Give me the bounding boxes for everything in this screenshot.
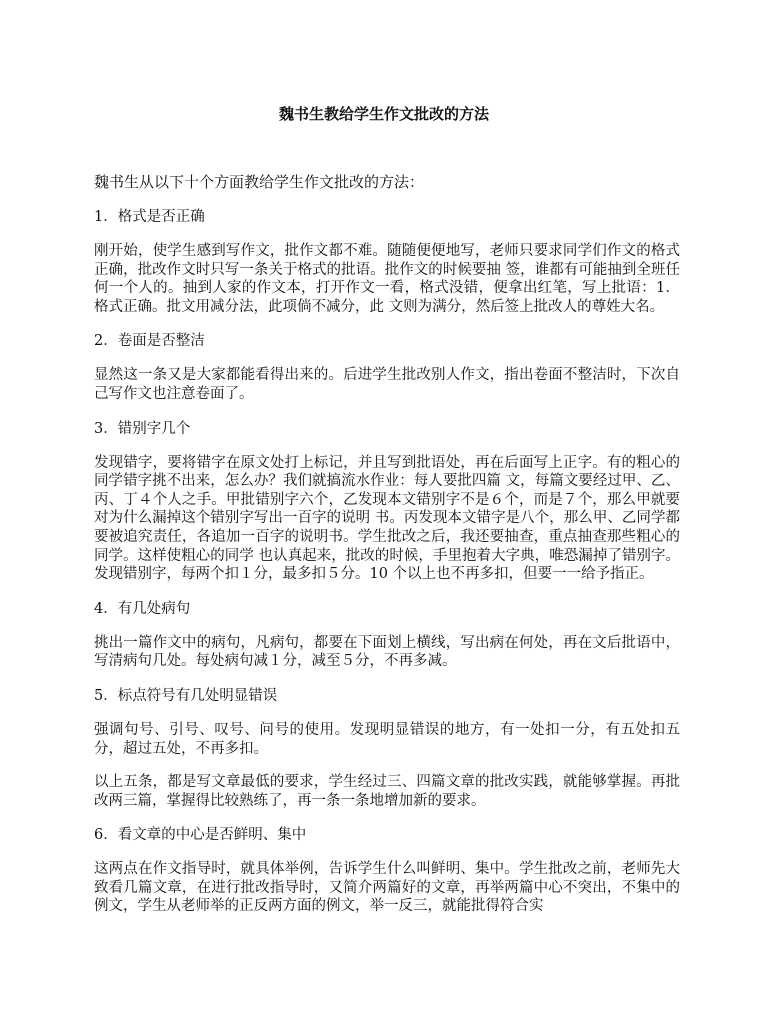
- section-paragraph: 强调句号、引号、叹号、问号的使用。发现明显错误的地方，有一处扣一分，有五处扣五分，超过五处，不再多扣。: [94, 721, 680, 757]
- section-heading: 5．标点符号有几处明显错误: [94, 687, 278, 704]
- section-paragraph: 刚开始，使学生感到写作文，批作文都不难。随随便便地写，老师只要求同学们作文的格式正确，批改作文时只写一条关于格式的批语。批作文的时候要抽 签，谁都有可能抽到全班任何一个人的。抽到人家的作文本，打开作文一看，格式没错，便拿出红笔，写上批语：1．格式正确。批文用减分法，此项倘不减分，此 文则为满分，然后签上批改人的尊姓大名。: [94, 243, 680, 315]
- section-format: [94, 207, 680, 316]
- section-paragraph: 发现错字，要将错字在原文处打上标记，并且写到批语处，再在后面写上正字。有的粗心的同学错字挑不出来，怎么办？我们就搞流水作业：每人要批四篇 文，每篇文要经过甲、乙、丙、丁４个人之手。甲批错别字六个，乙发现本文错别字不是６个，而是７个，那么甲就要对为什么漏掉这个错别字写出一百字的说明 书。丙发现本文错字是八个，那么甲、乙同学都要被追究责任，各追加一百字的说明书。学生批改之后，我还要抽查，重点抽查那些粗心的同学。这样使粗心的同学 也认真起来，批改的时候，手里抱着大字典，唯恐漏掉了错别字。发现错别字，每两个扣１分，最多扣５分。10 个以上也不再多扣，但要一一给予指正。: [94, 454, 680, 583]
- document-title: 魏书生教给学生作文批改的方法: [278, 105, 489, 123]
- document-body: [94, 172, 680, 931]
- section-heading: 4．有几处病句: [94, 600, 191, 617]
- section-neatness: [94, 331, 680, 403]
- section-sentences: [94, 599, 680, 671]
- section-paragraph: 挑出一篇作文中的病句，凡病句，都要在下面划上横线，写出病在何处，再在文后批语中，写清病句几处。每处病句减１分，减至５分，不再多减。: [94, 634, 680, 670]
- section-typos: [94, 419, 680, 584]
- section-heading: 1．格式是否正确: [94, 209, 205, 225]
- intro-paragraph: 魏书生从以下十个方面教给学生作文批改的方法：: [94, 173, 425, 191]
- section-punctuation: [94, 686, 680, 810]
- section-paragraph: 这两点在作文指导时，就具体举例，告诉学生什么叫鲜明、集中。学生批改之前，老师先大致看几篇文章，在进行批改指导时，又简介两篇好的文章，再举两篇中心不突出，不集中的例文，学生从老师举的正反两方面的例文，举一反三，就能批得符合实: [94, 861, 680, 915]
- section-paragraph: 以上五条，都是写文章最低的要求，学生经过三、四篇文章的批改实践，就能够掌握。再批改两三篇，掌握得比较熟练了，再一条一条地增加新的要求。: [94, 774, 680, 809]
- section-heading: 2．卷面是否整洁: [94, 333, 205, 350]
- section-paragraph: 显然这一条又是大家都能看得出来的。后进学生批改别人作文，指出卷面不整洁时，下次自己写作文也注意卷面了。: [94, 367, 680, 402]
- section-central-idea: [94, 825, 680, 916]
- section-heading: 6．看文章的中心是否鲜明、集中: [94, 827, 307, 844]
- section-heading: 3．错别字几个: [94, 420, 191, 437]
